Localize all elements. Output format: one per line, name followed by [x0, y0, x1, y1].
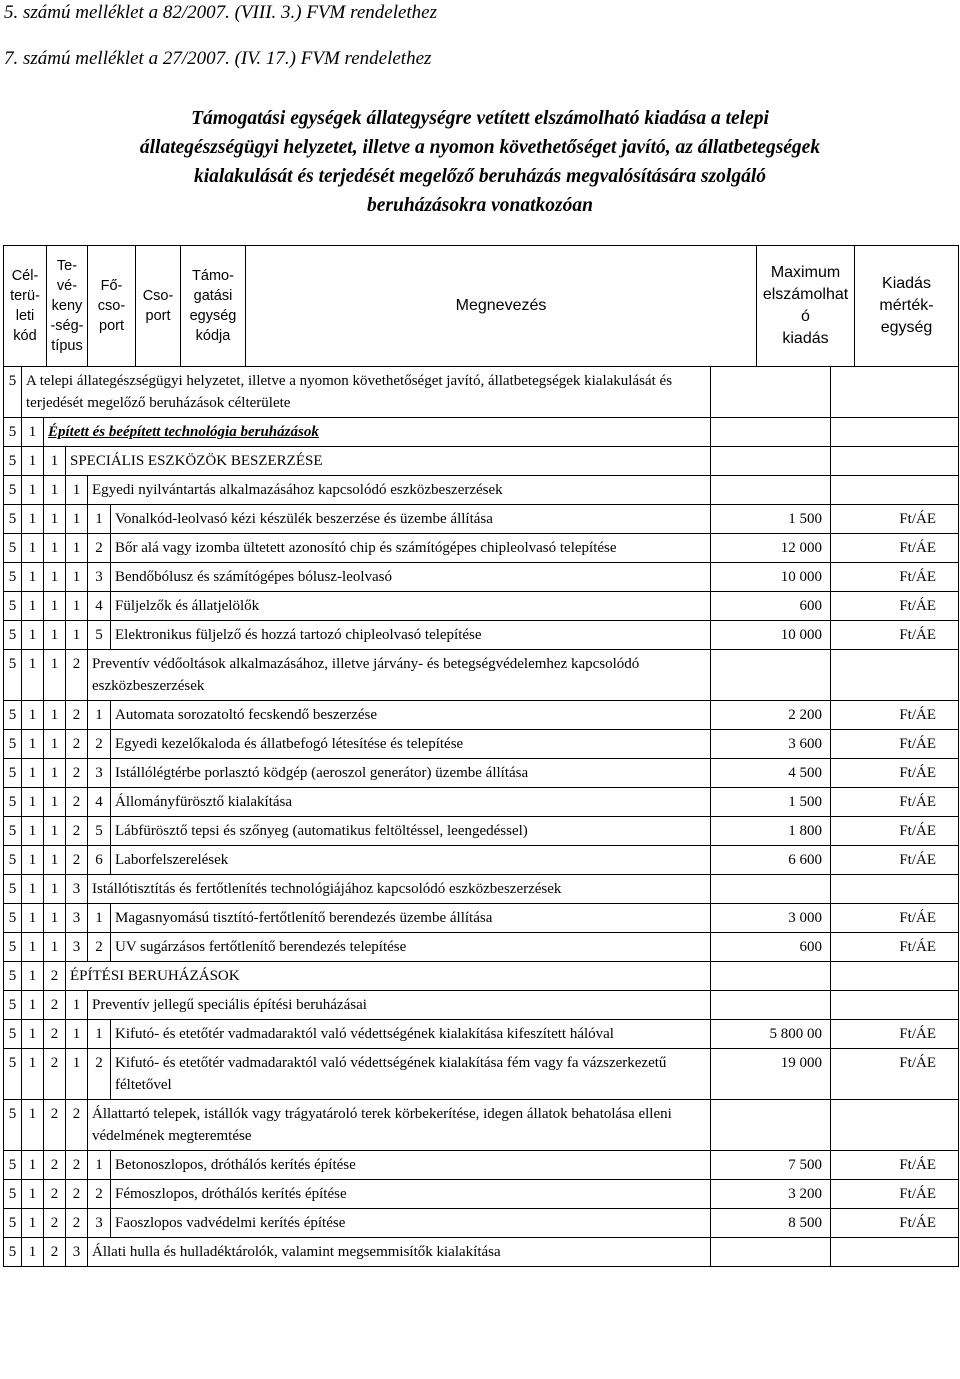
code-cell: 1	[44, 476, 66, 505]
expense-unit	[831, 367, 959, 418]
code-cell: 1	[44, 447, 66, 476]
row-description: Vonalkód-leolvasó kézi készülék beszerzése és üzembe állítása	[111, 505, 711, 534]
table-row	[4, 592, 959, 621]
expense-unit: Ft/ÁE	[831, 621, 959, 650]
row-description: Fémoszlopos, dróthálós kerítés építése	[111, 1180, 711, 1209]
code-cell: 1	[22, 1151, 44, 1180]
table-row	[4, 367, 959, 418]
header-focsoport: Fő- cso- port	[88, 246, 136, 367]
row-description-text: Állattartó telepek, istállók vagy trágyatároló terek körbekerítése, idegen állatok behatolása elleni védelmének megteremtése	[92, 1106, 672, 1144]
table-row	[4, 817, 959, 846]
max-expense-value	[711, 418, 831, 447]
max-expense-value: 3 600	[711, 730, 831, 759]
row-description	[66, 962, 711, 991]
expense-unit: Ft/ÁE	[831, 505, 959, 534]
row-description-text: Preventív védőoltások alkalmazásához, illetve járvány- és betegségvédelemhez kapcsolódó eszközbeszerzések	[92, 656, 640, 694]
expense-unit	[831, 650, 959, 701]
row-description	[22, 367, 711, 418]
row-description-text: SPECIÁLIS ESZKÖZÖK BESZERZÉSE	[70, 453, 323, 469]
code-cell: 1	[22, 701, 44, 730]
expense-unit: Ft/ÁE	[831, 846, 959, 875]
expense-unit: Ft/ÁE	[831, 1209, 959, 1238]
title-line: beruházásokra vonatkozóan	[367, 195, 593, 216]
code-cell: 1	[22, 759, 44, 788]
code-cell: 1	[44, 817, 66, 846]
code-cell: 1	[66, 505, 88, 534]
expense-unit: Ft/ÁE	[831, 563, 959, 592]
row-description	[88, 875, 711, 904]
code-cell: 1	[44, 505, 66, 534]
code-cell: 3	[88, 1209, 111, 1238]
expense-unit: Ft/ÁE	[831, 788, 959, 817]
code-cell: 3	[66, 1238, 88, 1267]
max-expense-value: 3 200	[711, 1180, 831, 1209]
row-description	[88, 476, 711, 505]
max-expense-value: 7 500	[711, 1151, 831, 1180]
code-cell: 1	[22, 592, 44, 621]
expense-unit: Ft/ÁE	[831, 592, 959, 621]
code-cell: 1	[22, 1020, 44, 1049]
max-expense-value: 4 500	[711, 759, 831, 788]
code-cell: 5	[4, 476, 22, 505]
table-row	[4, 759, 959, 788]
row-description-text: ÉPÍTÉSI BERUHÁZÁSOK	[70, 968, 240, 984]
code-cell: 1	[44, 788, 66, 817]
expense-unit: Ft/ÁE	[831, 817, 959, 846]
reference-line-2: 7. számú melléklet a 27/2007. (IV. 17.) FVM rendelethez	[4, 48, 432, 69]
code-cell: 2	[88, 1049, 111, 1100]
code-cell: 2	[44, 991, 66, 1020]
code-cell: 5	[4, 788, 22, 817]
max-expense-value: 1 800	[711, 817, 831, 846]
code-cell: 1	[44, 846, 66, 875]
code-cell: 1	[22, 962, 44, 991]
code-cell: 5	[4, 592, 22, 621]
max-expense-value: 1 500	[711, 788, 831, 817]
code-cell: 3	[66, 904, 88, 933]
expense-unit: Ft/ÁE	[831, 1180, 959, 1209]
table-row	[4, 1209, 959, 1238]
code-cell: 2	[66, 817, 88, 846]
code-cell: 5	[4, 1180, 22, 1209]
code-cell: 2	[66, 650, 88, 701]
expense-unit: Ft/ÁE	[831, 933, 959, 962]
table-row	[4, 991, 959, 1020]
code-cell: 1	[22, 1209, 44, 1238]
row-description: Bőr alá vagy izomba ültetett azonosító chip és számítógépes chipleolvasó telepítése	[111, 534, 711, 563]
table-row	[4, 476, 959, 505]
table-row	[4, 1020, 959, 1049]
code-cell: 5	[4, 730, 22, 759]
max-expense-value: 10 000	[711, 621, 831, 650]
max-expense-value: 3 000	[711, 904, 831, 933]
table-row	[4, 701, 959, 730]
header-megnevezes: Megnevezés	[246, 246, 757, 367]
header-kiadas-mertekegyseg: Kiadás mérték- egység	[855, 246, 959, 367]
header-csoport: Cso- port	[136, 246, 181, 367]
row-description: Bendőbólusz és számítógépes bólusz-leolvasó	[111, 563, 711, 592]
code-cell: 3	[88, 563, 111, 592]
expense-unit	[831, 875, 959, 904]
row-description	[88, 991, 711, 1020]
code-cell: 1	[22, 650, 44, 701]
code-cell: 1	[66, 1020, 88, 1049]
table-row	[4, 1100, 959, 1151]
code-cell: 2	[88, 730, 111, 759]
table-row	[4, 1151, 959, 1180]
code-cell: 6	[88, 846, 111, 875]
table-row	[4, 1049, 959, 1100]
row-description: Betonoszlopos, dróthálós kerítés építése	[111, 1151, 711, 1180]
code-cell: 5	[4, 1209, 22, 1238]
expense-unit: Ft/ÁE	[831, 730, 959, 759]
code-cell: 1	[44, 563, 66, 592]
code-cell: 5	[4, 367, 22, 418]
row-description: Laborfelszerelések	[111, 846, 711, 875]
code-cell: 1	[44, 592, 66, 621]
code-cell: 1	[88, 701, 111, 730]
max-expense-value	[711, 447, 831, 476]
code-cell: 1	[66, 534, 88, 563]
code-cell: 2	[66, 730, 88, 759]
row-description: Kifutó- és etetőtér vadmadaraktól való védettségének kialakítása fém vagy fa vázszerkezetű féltetővel	[111, 1049, 711, 1100]
max-expense-value	[711, 962, 831, 991]
table-row	[4, 1238, 959, 1267]
code-cell: 3	[88, 759, 111, 788]
expense-unit	[831, 1100, 959, 1151]
code-cell: 2	[88, 1180, 111, 1209]
max-expense-value: 1 500	[711, 505, 831, 534]
code-cell: 5	[88, 817, 111, 846]
table-row	[4, 650, 959, 701]
expense-unit: Ft/ÁE	[831, 904, 959, 933]
header-maximum-kiadas: Maximum elszámolhat ó kiadás	[757, 246, 855, 367]
table-row	[4, 875, 959, 904]
code-cell: 1	[66, 991, 88, 1020]
max-expense-value	[711, 1238, 831, 1267]
code-cell: 1	[66, 1049, 88, 1100]
row-description-text: Épített és beépített technológia beruházások	[48, 424, 319, 440]
code-cell: 2	[44, 1151, 66, 1180]
table-row	[4, 534, 959, 563]
code-cell: 1	[66, 476, 88, 505]
code-cell: 2	[66, 1209, 88, 1238]
max-expense-value	[711, 476, 831, 505]
table-row	[4, 1180, 959, 1209]
table-row	[4, 447, 959, 476]
expense-unit: Ft/ÁE	[831, 1020, 959, 1049]
code-cell: 1	[88, 1151, 111, 1180]
code-cell: 2	[66, 1100, 88, 1151]
row-description: Magasnyomású tisztító-fertőtlenítő berendezés üzembe állítása	[111, 904, 711, 933]
max-expense-value: 600	[711, 592, 831, 621]
row-description	[88, 1238, 711, 1267]
header-tamogatasi-egyseg-kodja: Támo- gatási egység kódja	[181, 246, 246, 367]
code-cell: 1	[22, 730, 44, 759]
code-cell: 2	[88, 933, 111, 962]
expense-unit	[831, 991, 959, 1020]
table-header	[3, 245, 959, 367]
code-cell: 5	[4, 1100, 22, 1151]
table-row	[4, 418, 959, 447]
code-cell: 5	[4, 875, 22, 904]
code-cell: 1	[44, 759, 66, 788]
table-row	[4, 730, 959, 759]
max-expense-value	[711, 875, 831, 904]
code-cell: 2	[66, 1151, 88, 1180]
code-cell: 2	[66, 759, 88, 788]
code-cell: 5	[4, 701, 22, 730]
row-description: Faoszlopos vadvédelmi kerítés építése	[111, 1209, 711, 1238]
row-description: Istállólégtérbe porlasztó ködgép (aeroszol generátor) üzembe állítása	[111, 759, 711, 788]
code-cell: 5	[4, 759, 22, 788]
header-tevekenyseg-tipus: Te- vé- keny -ség- típus	[47, 246, 88, 367]
table-row	[4, 904, 959, 933]
code-cell: 1	[44, 904, 66, 933]
code-cell: 2	[44, 1180, 66, 1209]
reference-line-1: 5. számú melléklet a 82/2007. (VIII. 3.) FVM rendelethez	[4, 2, 438, 23]
title-line: Támogatási egységek állategységre vetített elszámolható kiadása a telepi	[191, 108, 769, 129]
max-expense-value: 8 500	[711, 1209, 831, 1238]
code-cell: 5	[4, 962, 22, 991]
code-cell: 5	[4, 563, 22, 592]
code-cell: 2	[66, 846, 88, 875]
code-cell: 2	[44, 1020, 66, 1049]
expense-unit	[831, 1238, 959, 1267]
max-expense-value	[711, 1100, 831, 1151]
code-cell: 1	[22, 447, 44, 476]
table-row	[4, 505, 959, 534]
code-cell: 5	[4, 1238, 22, 1267]
code-cell: 1	[22, 991, 44, 1020]
expense-unit	[831, 418, 959, 447]
code-cell: 2	[44, 1100, 66, 1151]
max-expense-value: 10 000	[711, 563, 831, 592]
row-description	[44, 418, 711, 447]
expense-unit: Ft/ÁE	[831, 759, 959, 788]
code-cell: 5	[4, 447, 22, 476]
expense-unit: Ft/ÁE	[831, 534, 959, 563]
code-cell: 1	[22, 788, 44, 817]
code-cell: 1	[44, 875, 66, 904]
code-cell: 2	[44, 1049, 66, 1100]
code-cell: 4	[88, 592, 111, 621]
code-cell: 3	[66, 875, 88, 904]
code-cell: 1	[22, 1049, 44, 1100]
code-cell: 1	[66, 621, 88, 650]
row-description-text: Állati hulla és hulladéktárolók, valamint megsemmisítők kialakítása	[92, 1244, 501, 1260]
expense-unit: Ft/ÁE	[831, 1151, 959, 1180]
code-cell: 5	[4, 817, 22, 846]
table-row	[4, 621, 959, 650]
code-cell: 4	[88, 788, 111, 817]
code-cell: 5	[4, 846, 22, 875]
row-description: Állományfürösztő kialakítása	[111, 788, 711, 817]
expense-unit	[831, 962, 959, 991]
title-line: kialakulását és terjedését megelőző beruházás megvalósítására szolgáló	[193, 166, 766, 187]
row-description: Egyedi kezelőkaloda és állatbefogó létesítése és telepítése	[111, 730, 711, 759]
code-cell: 1	[22, 476, 44, 505]
code-cell: 1	[22, 933, 44, 962]
row-description	[88, 1100, 711, 1151]
code-cell: 1	[22, 1180, 44, 1209]
expense-unit	[831, 476, 959, 505]
code-cell: 1	[44, 534, 66, 563]
code-cell: 1	[44, 650, 66, 701]
code-cell: 1	[22, 418, 44, 447]
table-row	[4, 563, 959, 592]
expense-unit: Ft/ÁE	[831, 701, 959, 730]
code-cell: 1	[22, 505, 44, 534]
code-cell: 1	[44, 730, 66, 759]
row-description-text: Egyedi nyilvántartás alkalmazásához kapcsolódó eszközbeszerzések	[92, 482, 503, 498]
code-cell: 1	[22, 875, 44, 904]
code-cell: 1	[22, 846, 44, 875]
code-cell: 1	[44, 701, 66, 730]
code-cell: 5	[4, 1020, 22, 1049]
code-cell: 1	[88, 505, 111, 534]
code-cell: 1	[44, 933, 66, 962]
code-cell: 2	[66, 701, 88, 730]
table-row	[4, 846, 959, 875]
code-cell: 1	[22, 534, 44, 563]
max-expense-value	[711, 991, 831, 1020]
code-cell: 5	[4, 650, 22, 701]
row-description: Lábfürösztő tepsi és szőnyeg (automatikus feltöltéssel, leengedéssel)	[111, 817, 711, 846]
table-row	[4, 962, 959, 991]
row-description: Kifutó- és etetőtér vadmadaraktól való védettségének kialakítása kifeszített hálóval	[111, 1020, 711, 1049]
expense-table	[3, 366, 959, 1267]
code-cell: 1	[22, 1238, 44, 1267]
max-expense-value: 19 000	[711, 1049, 831, 1100]
code-cell: 2	[66, 788, 88, 817]
code-cell: 5	[4, 991, 22, 1020]
max-expense-value: 12 000	[711, 534, 831, 563]
row-description	[66, 447, 711, 476]
code-cell: 3	[66, 933, 88, 962]
table-row	[4, 933, 959, 962]
code-cell: 5	[4, 418, 22, 447]
row-description	[88, 650, 711, 701]
max-expense-value: 600	[711, 933, 831, 962]
code-cell: 1	[22, 563, 44, 592]
code-cell: 5	[4, 505, 22, 534]
code-cell: 1	[44, 621, 66, 650]
row-description-text: Istállótisztítás és fertőtlenítés technológiájához kapcsolódó eszközbeszerzések	[92, 881, 562, 897]
max-expense-value: 6 600	[711, 846, 831, 875]
code-cell: 1	[66, 592, 88, 621]
expense-unit	[831, 447, 959, 476]
code-cell: 2	[44, 1238, 66, 1267]
code-cell: 1	[22, 904, 44, 933]
code-cell: 1	[88, 904, 111, 933]
code-cell: 1	[88, 1020, 111, 1049]
max-expense-value: 2 200	[711, 701, 831, 730]
max-expense-value	[711, 650, 831, 701]
title-line: állategészségügyi helyzetet, illetve a nyomon követhetőséget javító, az állatbetegségek	[139, 137, 821, 158]
expense-unit: Ft/ÁE	[831, 1049, 959, 1100]
code-cell: 5	[4, 933, 22, 962]
code-cell: 2	[66, 1180, 88, 1209]
max-expense-value: 5 800 00	[711, 1020, 831, 1049]
code-cell: 1	[66, 563, 88, 592]
code-cell: 2	[44, 1209, 66, 1238]
row-description: Füljelzők és állatjelölők	[111, 592, 711, 621]
row-description: Automata sorozatoltó fecskendő beszerzése	[111, 701, 711, 730]
row-description: Elektronikus füljelző és hozzá tartozó chipleolvasó telepítése	[111, 621, 711, 650]
header-celteruleti-kod: Cél- terü- leti kód	[4, 246, 47, 367]
table-row	[4, 788, 959, 817]
document-title	[0, 104, 960, 220]
row-description: UV sugárzásos fertőtlenítő berendezés telepítése	[111, 933, 711, 962]
row-description-text: A telepi állategészségügyi helyzetet, illetve a nyomon követhetőséget javító, állatbetegségek kialakulását és terjedését megelőző beruházások célterülete	[26, 373, 673, 411]
max-expense-value	[711, 367, 831, 418]
code-cell: 5	[88, 621, 111, 650]
code-cell: 5	[4, 534, 22, 563]
code-cell: 5	[4, 904, 22, 933]
code-cell: 5	[4, 621, 22, 650]
code-cell: 5	[4, 1049, 22, 1100]
code-cell: 1	[22, 621, 44, 650]
code-cell: 1	[22, 817, 44, 846]
code-cell: 1	[22, 1100, 44, 1151]
code-cell: 2	[88, 534, 111, 563]
row-description-text: Preventív jellegű speciális építési beruházásai	[92, 997, 367, 1013]
code-cell: 5	[4, 1151, 22, 1180]
code-cell: 2	[44, 962, 66, 991]
